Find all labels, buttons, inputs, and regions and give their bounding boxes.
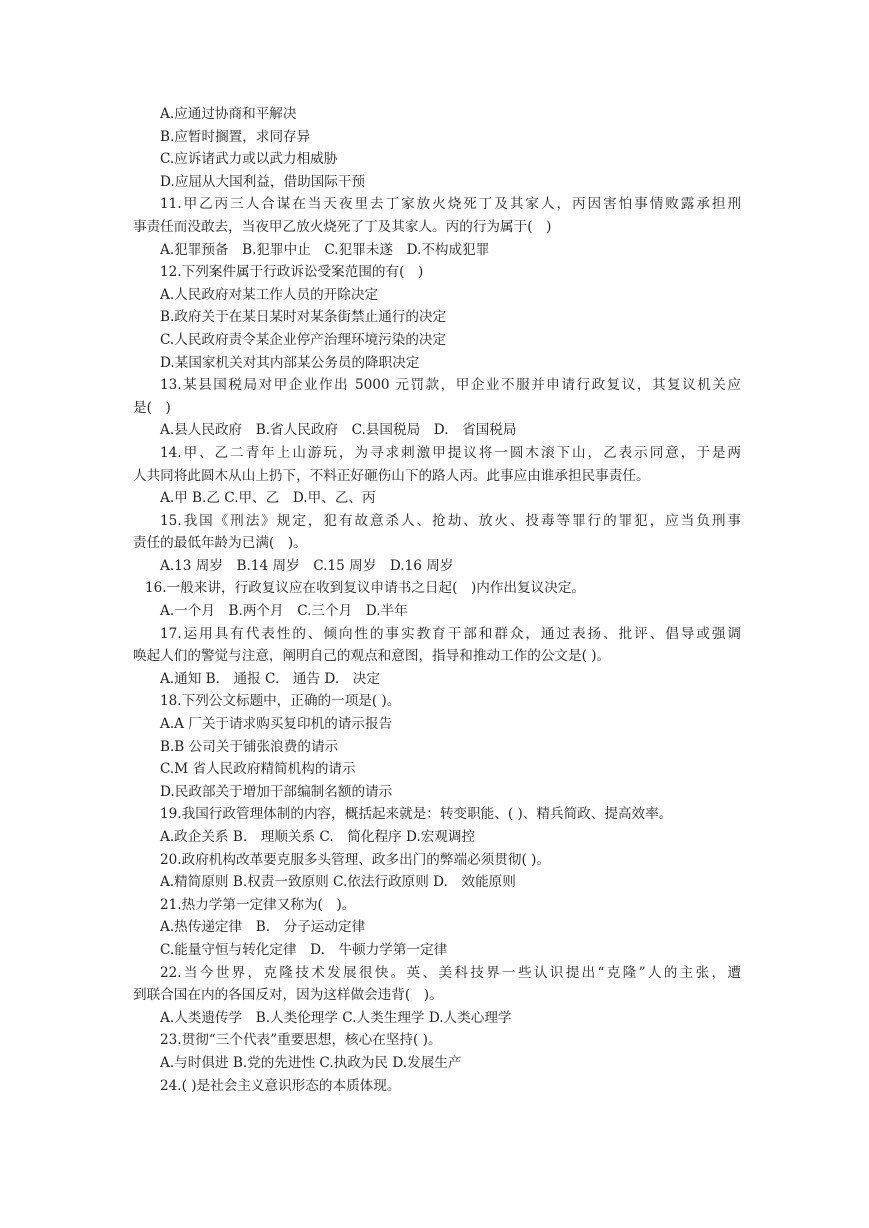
text-line: 12.下列案件属于行政诉讼受案范围的有( )	[160, 264, 424, 281]
text-line: 20.政府机构改革要克服多头管理、政多出门的弊端必须贯彻( )。	[160, 851, 550, 868]
text-line: 人共同将此圆木从山上扔下，不料正好砸伤山下的路人丙。此事应由谁承担民事责任。	[133, 467, 650, 484]
text-line: D.民政部关于增加干部编制名额的请示	[160, 783, 393, 800]
text-line: 14.甲、乙二青年上山游玩，为寻求刺激甲提议将一圆木滚下山，乙表示同意，于是两	[160, 444, 741, 461]
text-line: A.精简原则 B.权责一致原则 C.依法行政原则 D. 效能原则	[160, 874, 516, 891]
text-line: A.县人民政府 B.省人民政府 C.县国税局 D. 省国税局	[160, 422, 517, 439]
text-line: 13.某县国税局对甲企业作出 5000 元罚款，甲企业不服并申请行政复议，其复议机关应	[160, 377, 741, 394]
text-line: A.犯罪预备 B.犯罪中止 C.犯罪未遂 D.不构成犯罪	[160, 241, 490, 258]
text-line: 事责任而没敢去，当夜甲乙放火烧死了丁及其家人。丙的行为属于( )	[133, 218, 552, 235]
text-line: 责任的最低年龄为已满( )。	[133, 535, 307, 552]
exam-question-text	[131, 103, 741, 1097]
text-line: 11.甲乙丙三人合谋在当天夜里去丁家放火烧死丁及其家人，丙因害怕事情败露承担刑	[160, 196, 741, 213]
text-line: 23.贯彻“三个代表”重要思想，核心在坚持( )。	[160, 1032, 442, 1049]
text-line: 19.我国行政管理体制的内容，概括起来就是：转变职能、( )、精兵简政、提高效率。	[160, 806, 673, 823]
text-line: A.A 厂关于请求购买复印机的请示报告	[160, 716, 393, 733]
text-line: D.应屈从大国利益，借助国际干预	[160, 173, 366, 190]
text-line: 18.下列公文标题中，正确的一项是( )。	[160, 693, 401, 710]
text-line: C.M 省人民政府精简机构的请示	[160, 761, 356, 778]
text-line: C.能量守恒与转化定律 D. 牛顿力学第一定律	[160, 941, 448, 958]
text-line: 16.一般来讲，行政复议应在收到复议申请书之日起( )内作出复议决定。	[145, 580, 586, 597]
text-line: B.应暂时搁置，求同存异	[160, 128, 311, 145]
text-line: 到联合国在内的各国反对，因为这样做会违背( )。	[133, 987, 443, 1004]
text-line: A.13 周岁 B.14 周岁 C.15 周岁 D.16 周岁	[160, 557, 454, 574]
text-line: B.政府关于在某日某时对某条街禁止通行的决定	[160, 309, 447, 326]
text-line: 22.当今世界，克隆技术发展很快。英、美科技界一些认识提出“克隆”人的主张，遭	[160, 964, 741, 981]
text-line: 17.运用具有代表性的、倾向性的事实教育干部和群众，通过表扬、批评、倡导或强调	[160, 625, 741, 642]
text-line: A.通知 B. 通报 C. 通告 D. 决定	[160, 670, 380, 687]
text-line: A.政企关系 B. 理顺关系 C. 简化程序 D.宏观调控	[160, 829, 476, 845]
text-line: A.与时俱进 B.党的先进性 C.执政为民 D.发展生产	[160, 1054, 462, 1071]
text-line: 24.( )是社会主义意识形态的本质体现。	[160, 1077, 401, 1094]
text-line: D.某国家机关对其内部某公务员的降职决定	[160, 354, 420, 371]
text-line: B.B 公司关于铺张浪费的请示	[160, 738, 339, 755]
text-line: 是( )	[133, 399, 171, 416]
text-line: 21.热力学第一定律又称为( )。	[160, 896, 356, 913]
text-line: A.人民政府对某工作人员的开除决定	[160, 286, 379, 303]
text-line: A.人类遗传学 B.人类伦理学 C.人类生理学 D.人类心理学	[160, 1009, 512, 1026]
text-line: A.热传递定律 B. 分子运动定律	[160, 919, 366, 936]
text-line: C.应诉诸武力或以武力相威胁	[160, 151, 338, 168]
text-line: A.一个月 B.两个月 C.三个月 D.半年	[160, 603, 408, 620]
text-line: 唤起人们的警觉与注意，阐明自己的观点和意图，指导和推动工作的公文是( )。	[133, 648, 611, 665]
text-line: A.应通过协商和平解决	[160, 106, 297, 122]
text-line: C.人民政府责令某企业停产治理环境污染的决定	[160, 331, 447, 348]
text-line: 15.我国《刑法》规定，犯有故意杀人、抢劫、放火、投毒等罪行的罪犯，应当负刑事	[160, 512, 741, 529]
text-line: A.甲 B.乙 C.甲、乙 D.甲、乙、丙	[160, 490, 376, 507]
